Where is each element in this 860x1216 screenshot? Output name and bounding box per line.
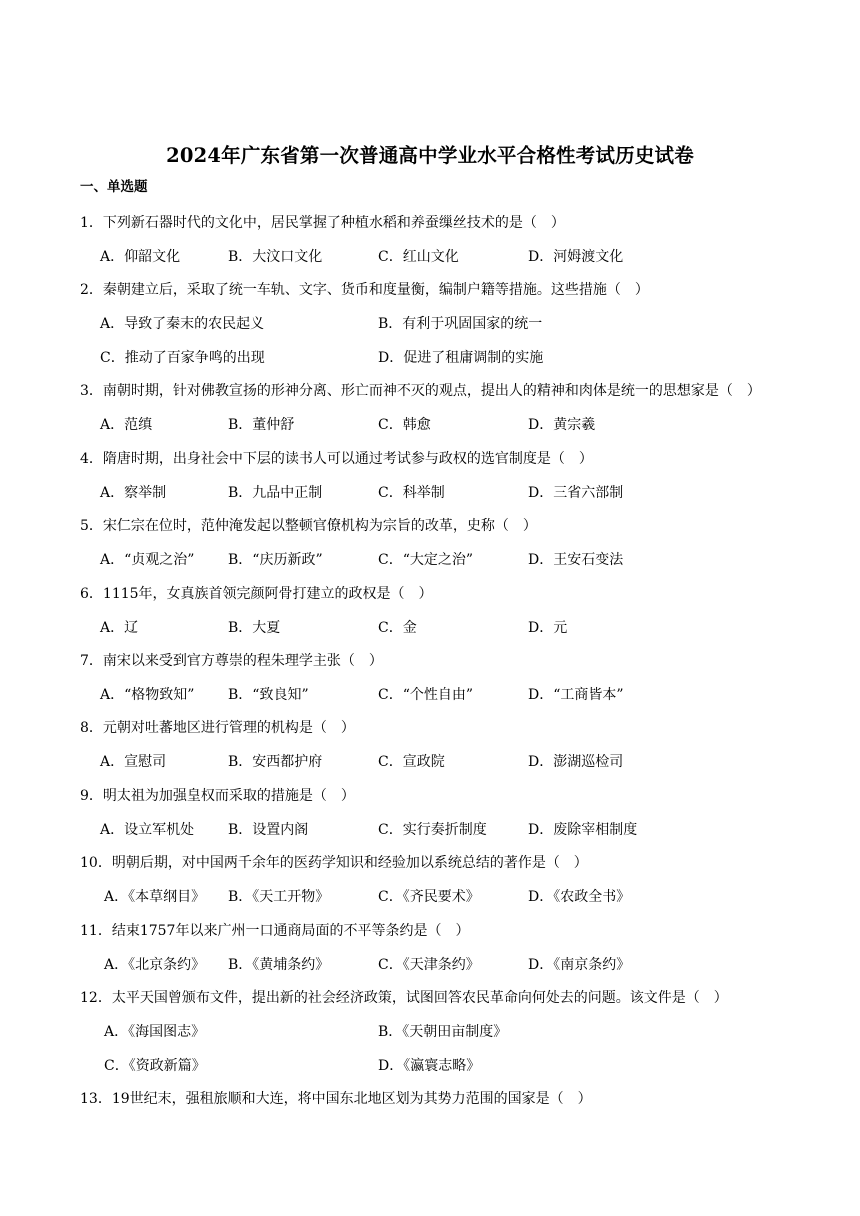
question-stem: 11．结束1757年以来广州一口通商局面的不平等条约是（ ） (80, 923, 470, 939)
answer-option: C．金 (378, 620, 417, 636)
question-stem: 8．元朝对吐蕃地区进行管理的机构是（ ） (80, 720, 355, 736)
answer-option: B．“致良知” (228, 687, 309, 703)
question-stem: 9．明太祖为加强皇权而采取的措施是（ ） (80, 788, 355, 804)
answer-option: C．《资政新篇》 (104, 1058, 206, 1074)
answer-option: D．三省六部制 (528, 485, 624, 501)
answer-option: C．“个性自由” (378, 687, 474, 703)
answer-option: A．设立军机处 (100, 822, 195, 838)
answer-option: B．“庆历新政” (228, 552, 323, 568)
answer-option: A．辽 (100, 620, 139, 636)
answer-option: B．《天工开物》 (228, 889, 330, 905)
answer-option: D．河姆渡文化 (528, 249, 624, 265)
question-stem: 12．太平天国曾颁布文件，提出新的社会经济政策，试图回答农民革命向何处去的问题。该文件是（ ） (80, 990, 728, 1006)
answer-option: D．王安石变法 (528, 552, 624, 568)
answer-option: D．澎湖巡检司 (528, 754, 624, 770)
answer-option: B．九品中正制 (228, 485, 323, 501)
answer-option: D．黄宗羲 (528, 417, 596, 433)
answer-option: C．“大定之治” (378, 552, 474, 568)
answer-option: B．大汶口文化 (228, 249, 323, 265)
question-stem: 10．明朝后期，对中国两千余年的医药学知识和经验加以系统总结的著作是（ ） (80, 855, 588, 871)
answer-option: C．推动了百家争鸣的出现 (100, 350, 265, 366)
answer-option: A．导致了秦末的农民起义 (100, 316, 265, 332)
answer-option: B．董仲舒 (228, 417, 295, 433)
answer-option: A．《本草纲目》 (104, 889, 206, 905)
answer-option: B．《黄埔条约》 (228, 957, 330, 973)
answer-option: C．《齐民要术》 (378, 889, 480, 905)
answer-option: A．“格物致知” (100, 687, 195, 703)
answer-option: B．安西都护府 (228, 754, 323, 770)
answer-option: C．宣政院 (378, 754, 445, 770)
question-stem: 13．19世纪末，强租旅顺和大连，将中国东北地区划为其势力范围的国家是（ ） (80, 1091, 592, 1107)
answer-option: D．“工商皆本” (528, 687, 624, 703)
answer-option: A．“贞观之治” (100, 552, 195, 568)
answer-option: D．元 (528, 620, 568, 636)
question-stem: 4．隋唐时期，出身社会中下层的读书人可以通过考试参与政权的选官制度是（ ） (80, 451, 593, 467)
question-stem: 6．1115年，女真族首领完颜阿骨打建立的政权是（ ） (80, 586, 433, 602)
answer-option: B．设置内阁 (228, 822, 309, 838)
answer-option: A．范缜 (100, 417, 153, 433)
answer-option: D．《农政全书》 (528, 889, 631, 905)
answer-option: C．实行奏折制度 (378, 822, 487, 838)
answer-option: C．韩愈 (378, 417, 431, 433)
answer-option: A．宣慰司 (100, 754, 167, 770)
question-stem: 5．宋仁宗在位时，范仲淹发起以整顿官僚机构为宗旨的改革，史称（ ） (80, 518, 537, 534)
answer-option: C．科举制 (378, 485, 445, 501)
answer-option: D．废除宰相制度 (528, 822, 638, 838)
question-stem: 2．秦朝建立后，采取了统一车轨、文字、货币和度量衡，编制户籍等措施。这些措施（ ） (80, 282, 649, 298)
answer-option: A．《海国图志》 (104, 1024, 206, 1040)
answer-option: B．大夏 (228, 620, 281, 636)
answer-option: B．有利于巩固国家的统一 (378, 316, 543, 332)
answer-option: D．《瀛寰志略》 (378, 1058, 481, 1074)
question-stem: 7．南宋以来受到官方尊崇的程朱理学主张（ ） (80, 653, 383, 669)
question-stem: 3．南朝时期，针对佛教宣扬的形神分离、形亡而神不灭的观点，提出人的精神和肉体是统一的思想家是（ ） (80, 383, 761, 399)
answer-option: A．《北京条约》 (104, 957, 206, 973)
section-heading: 一、单选题 (80, 179, 148, 195)
answer-option: C．《天津条约》 (378, 957, 480, 973)
exam-title: 2024年广东省第一次普通高中学业水平合格性考试历史试卷 (166, 144, 694, 167)
answer-option: C．红山文化 (378, 249, 459, 265)
answer-option: A．察举制 (100, 485, 167, 501)
question-stem: 1．下列新石器时代的文化中，居民掌握了种植水稻和养蚕缫丝技术的是（ ） (80, 215, 565, 231)
answer-option: D．《南京条约》 (528, 957, 631, 973)
answer-option: D．促进了租庸调制的实施 (378, 350, 544, 366)
answer-option: B．《天朝田亩制度》 (378, 1024, 508, 1040)
answer-option: A．仰韶文化 (100, 249, 181, 265)
